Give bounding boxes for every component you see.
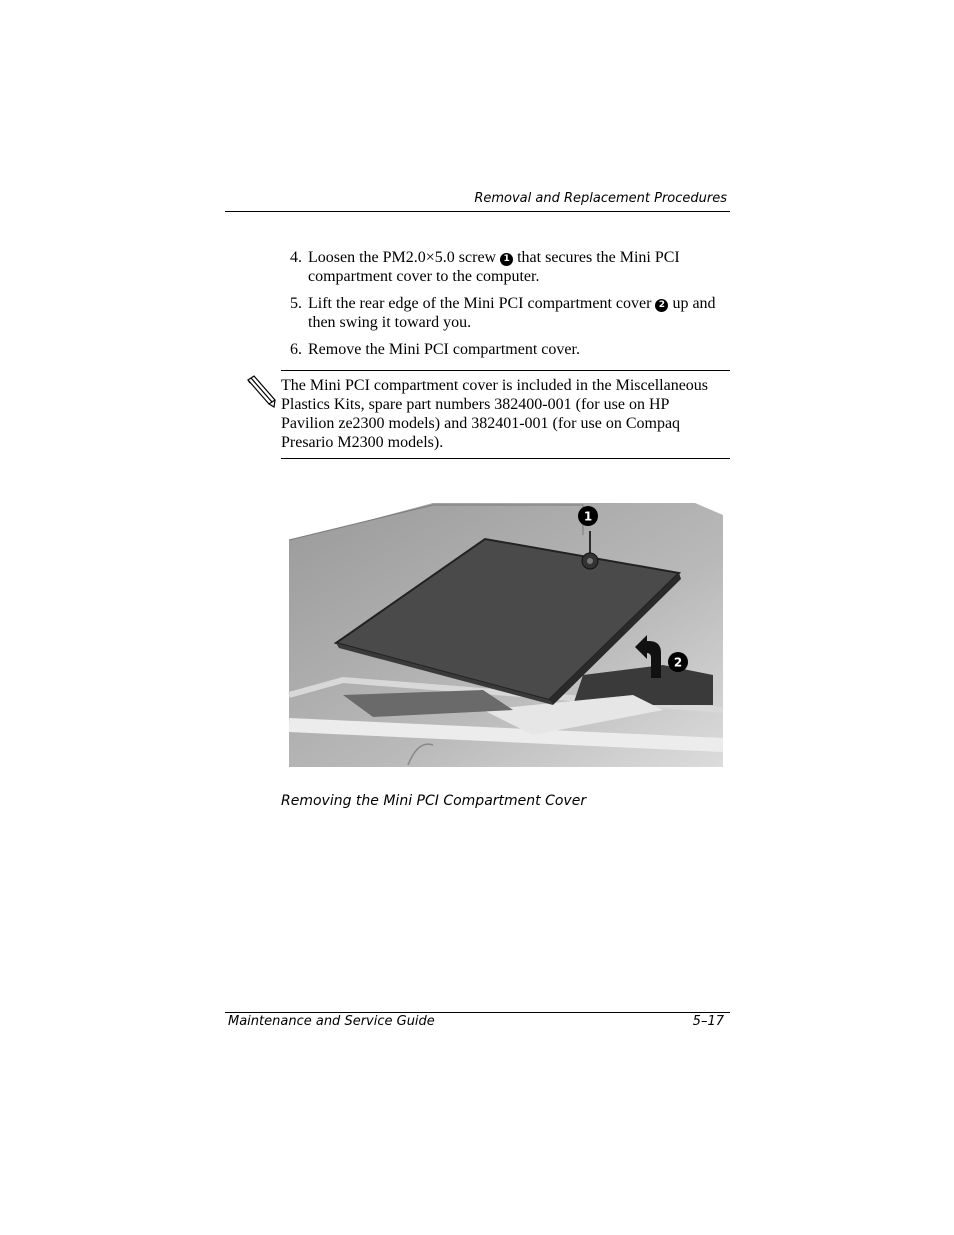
callout-2-icon: [668, 652, 688, 672]
step-number: 5.: [290, 295, 302, 312]
step-text: Remove the Mini PCI compartment cover.: [308, 341, 580, 358]
step-5: [290, 294, 730, 332]
note-rule-bottom: [281, 458, 730, 459]
step-6: [290, 340, 730, 359]
header-rule: [225, 211, 730, 212]
procedure-steps: [290, 248, 730, 367]
step-number: 6.: [290, 341, 302, 358]
step-text: [308, 248, 730, 286]
footer-title: Maintenance and Service Guide: [228, 1014, 435, 1029]
running-head: Removal and Replacement Procedures: [474, 191, 727, 206]
callout-2-label: 2: [673, 655, 683, 670]
footer-rule: [225, 1012, 730, 1013]
callout-2-icon: 2: [655, 299, 668, 312]
step-text: [308, 294, 730, 332]
step-number: 4.: [290, 249, 302, 266]
callout-1-icon: 1: [500, 253, 513, 266]
page-number: 5–17: [692, 1014, 724, 1029]
step-text-after: that secures the Mini PCI compartment cover to the computer.: [308, 249, 680, 285]
callout-1-label: 1: [583, 509, 593, 524]
step-4: [290, 248, 730, 286]
step-text-before: Lift the rear edge of the Mini PCI compartment cover: [308, 295, 656, 312]
step-text-before: Loosen the PM2.0×5.0 screw: [308, 249, 501, 266]
pencil-note-icon: [244, 374, 278, 408]
figure-caption: Removing the Mini PCI Compartment Cover: [281, 793, 587, 809]
step-text-after: up and then swing it toward you.: [308, 295, 716, 331]
mini-pci-cover-illustration: [283, 495, 725, 773]
note-text: The Mini PCI compartment cover is included in the Miscellaneous Plastics Kits, spare part numbers 382400-001 (for use on HP Pavilion ze2300 models) and 382401-001 (for use on Compaq Presario M2300 models).: [281, 377, 709, 451]
callout-1-icon: [578, 506, 598, 526]
note-rule-top: [281, 370, 730, 371]
